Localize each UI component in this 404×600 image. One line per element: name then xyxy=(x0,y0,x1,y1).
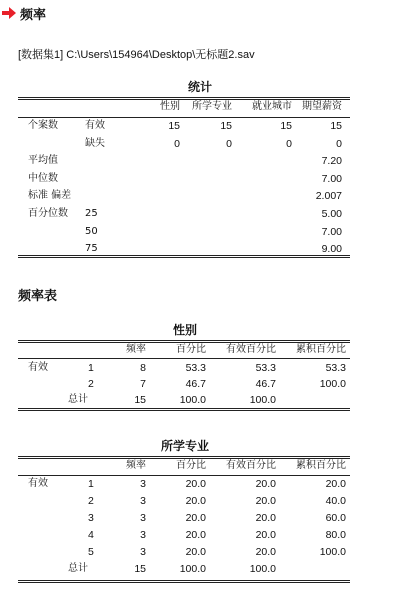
stat-cell: 9.00 xyxy=(321,243,342,255)
freq-cell: 15 xyxy=(134,394,146,406)
stat-row-label: 标准 偏差 xyxy=(28,190,72,201)
freq-cell: 20.0 xyxy=(325,478,346,490)
col-header: 有效百分比 xyxy=(226,460,276,471)
stat-cell: 7.00 xyxy=(321,173,342,185)
stat-cell: 7.20 xyxy=(321,155,342,167)
col-header: 就业城市 xyxy=(252,101,292,112)
col-header: 百分比 xyxy=(176,344,206,355)
freq-cell: 60.0 xyxy=(325,512,346,524)
stat-cell: 5.00 xyxy=(321,208,342,220)
freq-cell: 100.0 xyxy=(319,378,346,390)
table-bottom-rule xyxy=(18,408,350,411)
group-label: 有效 xyxy=(28,362,48,373)
freq-cell: 20.0 xyxy=(255,478,276,490)
col-header: 频率 xyxy=(126,344,146,355)
stat-row-sublabel: 有效 xyxy=(85,120,105,131)
stat-cell: 2.007 xyxy=(315,190,342,202)
stat-cell: 15 xyxy=(168,120,180,132)
stat-row-label: 百分位数 xyxy=(28,208,68,219)
freq-cell: 3 xyxy=(140,512,146,524)
header-rule xyxy=(18,475,350,476)
arrow-icon xyxy=(2,7,16,19)
freq-cell: 20.0 xyxy=(255,495,276,507)
stat-row-label: 个案数 xyxy=(28,120,58,131)
freq-cell: 20.0 xyxy=(185,529,206,541)
freq-cell: 3 xyxy=(140,495,146,507)
row-code: 3 xyxy=(88,512,94,524)
stat-cell: 15 xyxy=(330,120,342,132)
freq-cell: 3 xyxy=(140,529,146,541)
col-header: 有效百分比 xyxy=(226,344,276,355)
freq-cell: 46.7 xyxy=(255,378,276,390)
row-code: 2 xyxy=(88,495,94,507)
freq-cell: 20.0 xyxy=(185,512,206,524)
dataset-path: [数据集1] C:\Users\154964\Desktop\无标题2.sav xyxy=(18,49,255,61)
stat-row-sublabel: 25 xyxy=(85,208,98,219)
stat-row-sublabel: 50 xyxy=(85,226,98,237)
stat-row-sublabel: 75 xyxy=(85,243,98,254)
freq-cell: 20.0 xyxy=(185,495,206,507)
freq-cell: 80.0 xyxy=(325,529,346,541)
major-table-title: 所学专业 xyxy=(160,439,209,453)
row-code: 4 xyxy=(88,529,94,541)
freq-cell: 15 xyxy=(134,563,146,575)
group-label: 有效 xyxy=(28,478,48,489)
stat-row-label: 中位数 xyxy=(28,173,58,184)
header-rule xyxy=(18,117,350,118)
freq-cell: 53.3 xyxy=(185,362,206,374)
freq-cell: 20.0 xyxy=(185,546,206,558)
freq-cell: 100.0 xyxy=(179,563,206,575)
freq-cell: 3 xyxy=(140,546,146,558)
gender-table-title: 性别 xyxy=(172,323,197,337)
freq-cell: 53.3 xyxy=(325,362,346,374)
stat-cell: 0 xyxy=(226,138,232,150)
freq-cell: 100.0 xyxy=(179,394,206,406)
col-header: 性别 xyxy=(160,101,180,112)
freq-cell: 100.0 xyxy=(319,546,346,558)
stat-cell: 0 xyxy=(286,138,292,150)
freq-cell: 20.0 xyxy=(255,529,276,541)
stat-cell: 0 xyxy=(336,138,342,150)
freq-cell: 100.0 xyxy=(249,394,276,406)
freq-cell: 40.0 xyxy=(325,495,346,507)
header-rule xyxy=(18,358,350,359)
stat-row-sublabel: 缺失 xyxy=(85,138,105,149)
freq-cell: 3 xyxy=(140,478,146,490)
freq-cell: 20.0 xyxy=(255,546,276,558)
freq-cell: 53.3 xyxy=(255,362,276,374)
col-header: 所学专业 xyxy=(192,101,232,112)
stat-cell: 0 xyxy=(174,138,180,150)
total-label: 总计 xyxy=(68,394,88,405)
freq-cell: 7 xyxy=(140,378,146,390)
stat-row-label: 平均值 xyxy=(28,155,58,166)
stat-cell: 15 xyxy=(280,120,292,132)
col-header: 累积百分比 xyxy=(296,460,346,471)
row-code: 5 xyxy=(88,546,94,558)
col-header: 累积百分比 xyxy=(296,344,346,355)
row-code: 2 xyxy=(88,378,94,390)
total-label: 总计 xyxy=(68,563,88,574)
stat-cell: 15 xyxy=(220,120,232,132)
stat-cell: 7.00 xyxy=(321,226,342,238)
table-bottom-rule xyxy=(18,255,350,258)
freq-cell: 20.0 xyxy=(185,478,206,490)
freq-cell: 46.7 xyxy=(185,378,206,390)
col-header: 期望薪资 xyxy=(302,101,342,112)
output-title: 频率 xyxy=(20,8,47,23)
row-code: 1 xyxy=(88,362,94,374)
freq-cell: 20.0 xyxy=(255,512,276,524)
col-header: 百分比 xyxy=(176,460,206,471)
col-header: 频率 xyxy=(126,460,146,471)
frequency-tables-title: 频率表 xyxy=(18,289,58,304)
table-bottom-rule xyxy=(18,580,350,583)
statistics-table-title: 统计 xyxy=(187,80,212,94)
freq-cell: 8 xyxy=(140,362,146,374)
row-code: 1 xyxy=(88,478,94,490)
freq-cell: 100.0 xyxy=(249,563,276,575)
